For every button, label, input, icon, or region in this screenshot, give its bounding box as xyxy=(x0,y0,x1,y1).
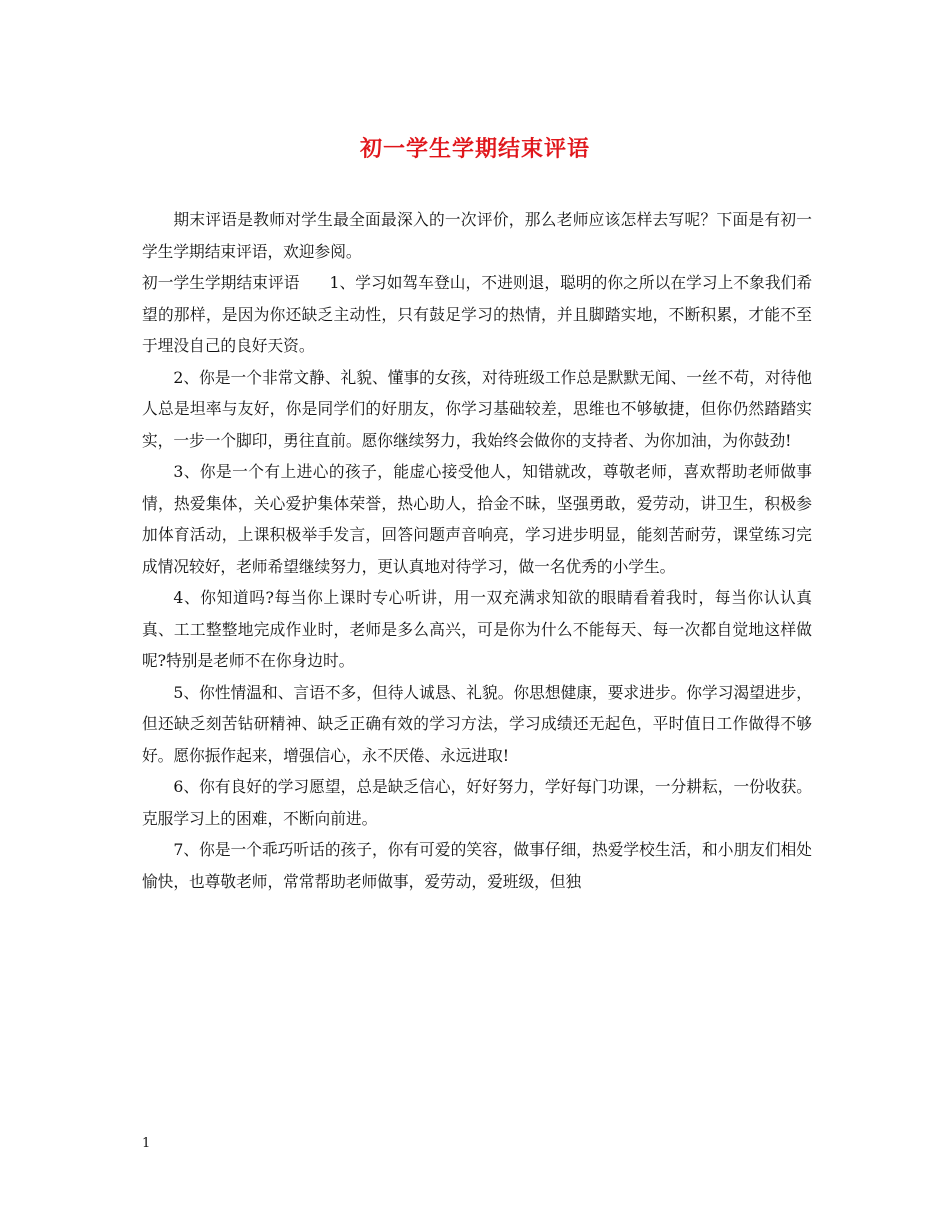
intro-paragraph: 期末评语是教师对学生最全面最深入的一次评价，那么老师应该怎样去写呢？下面是有初一学生学期结束评语，欢迎参阅。 xyxy=(142,210,812,261)
document-title: 初一学生学期结束评语 xyxy=(359,136,590,162)
page-number: 1 xyxy=(142,1136,151,1151)
paragraph-2: 2、你是一个非常文静、礼貌、懂事的女孩，对待班级工作总是默默无闻、一丝不苟，对待他人总是坦率与友好，你是同学们的好朋友，你学习基础较差，思维也不够敏捷，但你仍然踏踏实实，一步一个脚印，勇往直前。愿你继续努力，我始终会做你的支持者、为你加油，为你鼓劲! xyxy=(142,367,812,450)
paragraph-1 xyxy=(142,267,812,362)
paragraph-4: 4、你知道吗?每当你上课时专心听讲，用一双充满求知欲的眼睛看着我时，每当你认认真真、工工整整地完成作业时，老师是多么高兴，可是你为什么不能每天、每一次都自觉地这样做呢?特别是老师不在你身边时。 xyxy=(142,588,812,670)
paragraph-5: 5、你性情温和、言语不多，但待人诚恳、礼貌。你思想健康，要求进步。你学习渴望进步，但还缺乏刻苦钻研精神、缺乏正确有效的学习方法，学习成绩还无起色，平时值日工作做得不够好。愿你振作起来，增强信心，永不厌倦、永远进取! xyxy=(142,682,812,765)
paragraph-1-text: 1、学习如驾车登山，不进则退，聪明的你之所以在学习上不象我们希望的那样，是因为你还缺乏主动性，只有鼓足学习的热情，并且脚踏实地，不断积累，才能不至于埋没自己的良好天资。 xyxy=(142,273,813,355)
document-body xyxy=(142,204,812,897)
paragraph-6: 6、你有良好的学习愿望，总是缺乏信心，好好努力，学好每门功课，一分耕耘，一份收获。克服学习上的困难，不断向前进。 xyxy=(142,777,812,828)
paragraph-3: 3、你是一个有上进心的孩子，能虚心接受他人，知错就改，尊敬老师，喜欢帮助老师做事情，热爱集体，关心爱护集体荣誉，热心助人，拾金不昧，坚强勇敢，爱劳动，讲卫生，积极参加体育活动，上课积极举手发言，回答问题声音响亮，学习进步明显，能刻苦耐劳，课堂练习完成情况较好，老师希望继续努力，更认真地对待学习，做一名优秀的小学生。 xyxy=(142,462,812,576)
inline-heading: 初一学生学期结束评语 xyxy=(142,273,300,292)
paragraph-7: 7、你是一个乖巧听话的孩子，你有可爱的笑容，做事仔细，热爱学校生活，和小朋友们相处愉快，也尊敬老师，常常帮助老师做事，爱劳动，爱班级，但独 xyxy=(142,840,812,891)
